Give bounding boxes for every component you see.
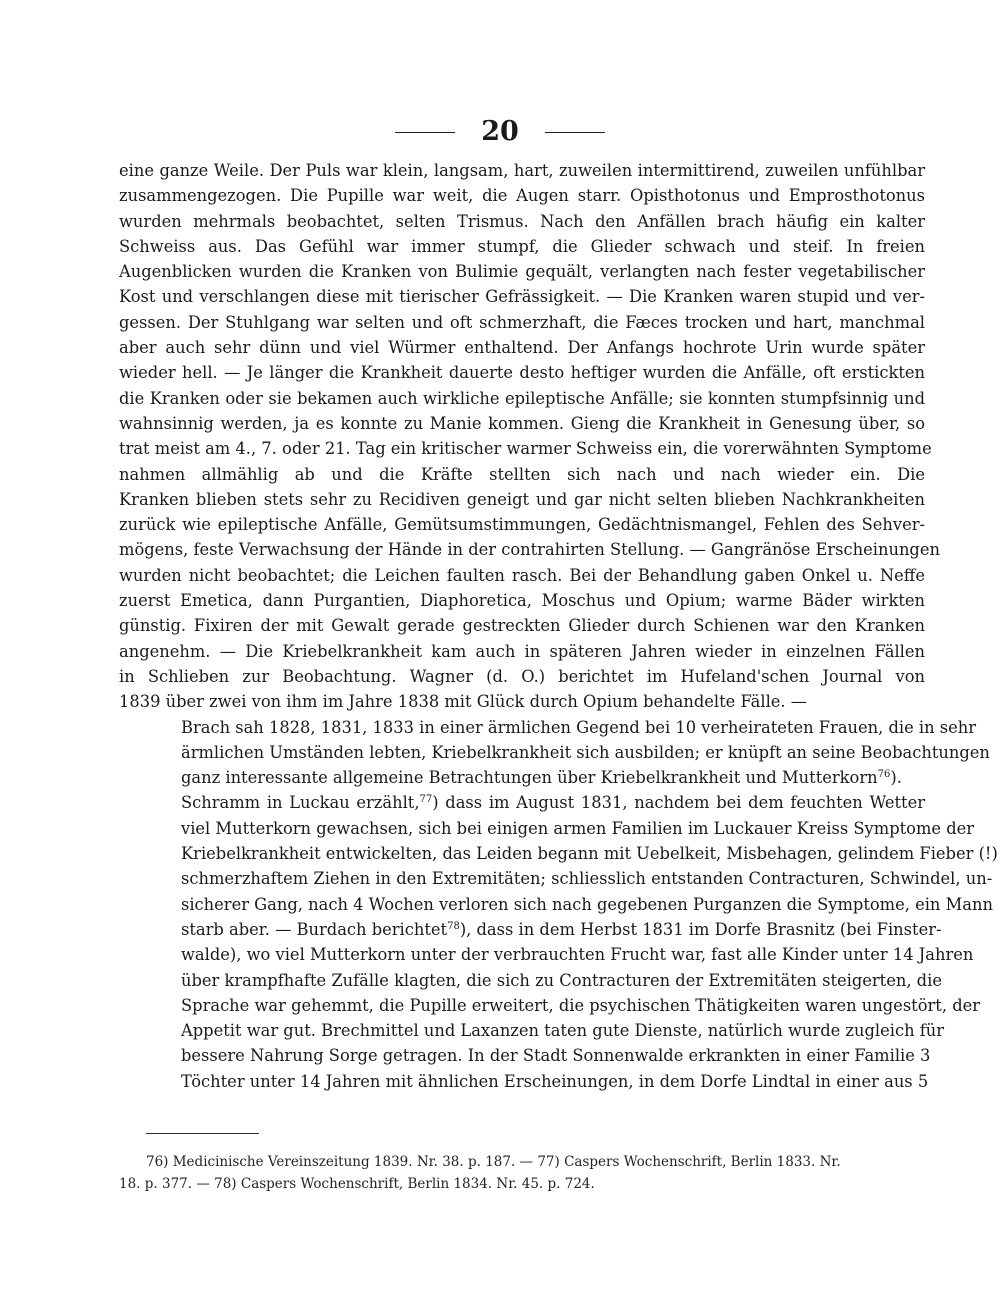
text-line: die Kranken oder sie bekamen auch wirkliche epileptische Anfälle; sie konnten stumpfsinnig und [119, 388, 925, 408]
text-line: Augenblicken wurden die Kranken von Bulimie gequält, verlangten nach fester vegetabilischer [119, 262, 925, 282]
footnotes [119, 1151, 925, 1195]
text-line: zusammengezogen. Die Pupille war weit, die Augen starr. Opisthotonus und Emprosthotonus [119, 186, 925, 206]
page-number: 20 [481, 116, 519, 147]
paragraph-2 [119, 715, 990, 791]
text-line [119, 790, 925, 815]
footnote-line: 76) Medicinische Vereinszeitung 1839. Nr. 38. p. 187. — 77) Caspers Wochenschrift, Berlin 1833. Nr. [146, 1154, 841, 1170]
text-line: nahmen allmählig ab und die Kräfte stellten sich nach und nach wieder ein. Die [119, 464, 925, 484]
text-span: ganz interessante allgemeine Betrachtungen über Kriebelkrankheit und Mutterkorn [181, 768, 878, 788]
text-line: über krampfhafte Zufälle klagten, die sich zu Contracturen der Extremitäten steigerten, die [181, 970, 942, 990]
text-line: ärmlichen Umständen lebten, Kriebelkrankheit sich ausbilden; er knüpft an seine Beobachtungen [181, 742, 990, 762]
text-span: ), dass in dem Herbst 1831 im Dorfe Brasnitz (bei Finster- [459, 919, 942, 939]
header-rule-right [545, 132, 605, 133]
text-line: angenehm. — Die Kriebelkrankheit kam auch in späteren Jahren wieder in einzelnen Fällen [119, 641, 925, 661]
text-line: 1839 über zwei von ihm im Jahre 1838 mit Glück durch Opium behandelte Fälle. — [119, 692, 808, 712]
text-line: wurden mehrmals beobachtet, selten Trismus. Nach den Anfällen brach häufig ein kalter [119, 211, 925, 231]
footnote-ref: 76 [877, 769, 891, 781]
text-line: Kranken blieben stets sehr zu Recidiven geneigt und gar nicht selten blieben Nachkrankheiten [119, 489, 925, 509]
text-line: gessen. Der Stuhlgang war selten und oft schmerzhaft, die Fæces trocken und hart, manchmal [119, 312, 925, 332]
body-text [119, 158, 998, 1094]
text-line: günstig. Fixiren der mit Gewalt gerade gestreckten Glieder durch Schienen war den Kranken [119, 616, 925, 636]
text-line: zuerst Emetica, dann Purgantien, Diaphoretica, Moschus und Opium; warme Bäder wirkten [119, 591, 925, 611]
footnote-separator [146, 1133, 259, 1134]
text-line [119, 917, 942, 942]
header-rule-left [395, 132, 455, 133]
paragraph-1 [119, 158, 940, 715]
text-line: Sprache war gehemmt, die Pupille erweitert, die psychischen Thätigkeiten waren ungestört, der [181, 995, 981, 1015]
paragraph-3 [119, 790, 998, 1094]
text-line: mögens, feste Verwachsung der Hände in der contrahirten Stellung. — Gangränöse Erscheinungen [119, 540, 940, 560]
text-span: starb aber. — Burdach berichtet [181, 919, 448, 939]
footnote-ref: 77 [419, 794, 433, 806]
text-span: ) dass im August 1831, nachdem bei dem feuchten Wetter [432, 793, 925, 813]
text-line: viel Mutterkorn gewachsen, sich bei einigen armen Familien im Luckauer Kreiss Symptome der [181, 818, 975, 838]
text-line: Schweiss aus. Das Gefühl war immer stumpf, die Glieder schwach und steif. In freien [119, 236, 925, 256]
text-line: wurden nicht beobachtet; die Leichen faulten rasch. Bei der Behandlung gaben Onkel u. Neffe [119, 565, 925, 585]
text-line: Brach sah 1828, 1831, 1833 in einer ärmlichen Gegend bei 10 verheirateten Frauen, die in sehr [181, 717, 977, 737]
text-line: in Schlieben zur Beobachtung. Wagner (d. O.) berichtet im Hufeland'schen Journal von [119, 666, 925, 686]
text-line: schmerzhaftem Ziehen in den Extremitäten; schliesslich entstanden Contracturen, Schwindel, un- [181, 869, 993, 889]
text-line: aber auch sehr dünn und viel Würmer enthaltend. Der Anfangs hochrote Urin wurde später [119, 338, 925, 358]
footnote-line: 18. p. 377. — 78) Caspers Wochenschrift, Berlin 1834. Nr. 45. p. 724. [119, 1176, 595, 1192]
text-line: zurück wie epileptische Anfälle, Gemütsumstimmungen, Gedächtnismangel, Fehlen des Sehver- [119, 515, 925, 535]
text-span: Schramm in Luckau erzählt, [181, 793, 420, 813]
text-line: Kost und verschlangen diese mit tierischer Gefrässigkeit. — Die Kranken waren stupid und ver- [119, 287, 925, 307]
text-line: Töchter unter 14 Jahren mit ähnlichen Erscheinungen, in dem Dorfe Lindtal in einer aus 5 [181, 1071, 929, 1091]
text-line [119, 765, 925, 790]
text-line: sicherer Gang, nach 4 Wochen verloren sich nach gegebenen Purganzen die Symptome, ein Mann [181, 894, 993, 914]
text-line: bessere Nahrung Sorge getragen. In der Stadt Sonnenwalde erkrankten in einer Familie 3 [181, 1046, 931, 1066]
text-line: Kriebelkrankheit entwickelten, das Leiden begann mit Uebelkeit, Misbehagen, gelindem Fieber (!) [181, 844, 998, 864]
text-line: walde), wo viel Mutterkorn unter der verbrauchten Frucht war, fast alle Kinder unter 14 Jahren [181, 945, 974, 965]
footnote-ref: 78 [447, 920, 460, 932]
text-span: ). [890, 768, 902, 788]
text-line: Appetit war gut. Brechmittel und Laxanzen taten gute Dienste, natürlich wurde zugleich für [181, 1021, 945, 1041]
text-line: eine ganze Weile. Der Puls war klein, langsam, hart, zuweilen intermittirend, zuweilen unfühlbar [119, 161, 925, 180]
text-line: wieder hell. — Je länger die Krankheit dauerte desto heftiger wurden die Anfälle, oft erstickten [119, 363, 925, 383]
text-line: wahnsinnig werden, ja es konnte zu Manie kommen. Gieng die Krankheit in Genesung über, so [119, 413, 925, 433]
page-header [0, 117, 1000, 147]
text-line: trat meist am 4., 7. oder 21. Tag ein kritischer warmer Schweiss ein, die vorerwähnten Symptome [119, 439, 932, 459]
